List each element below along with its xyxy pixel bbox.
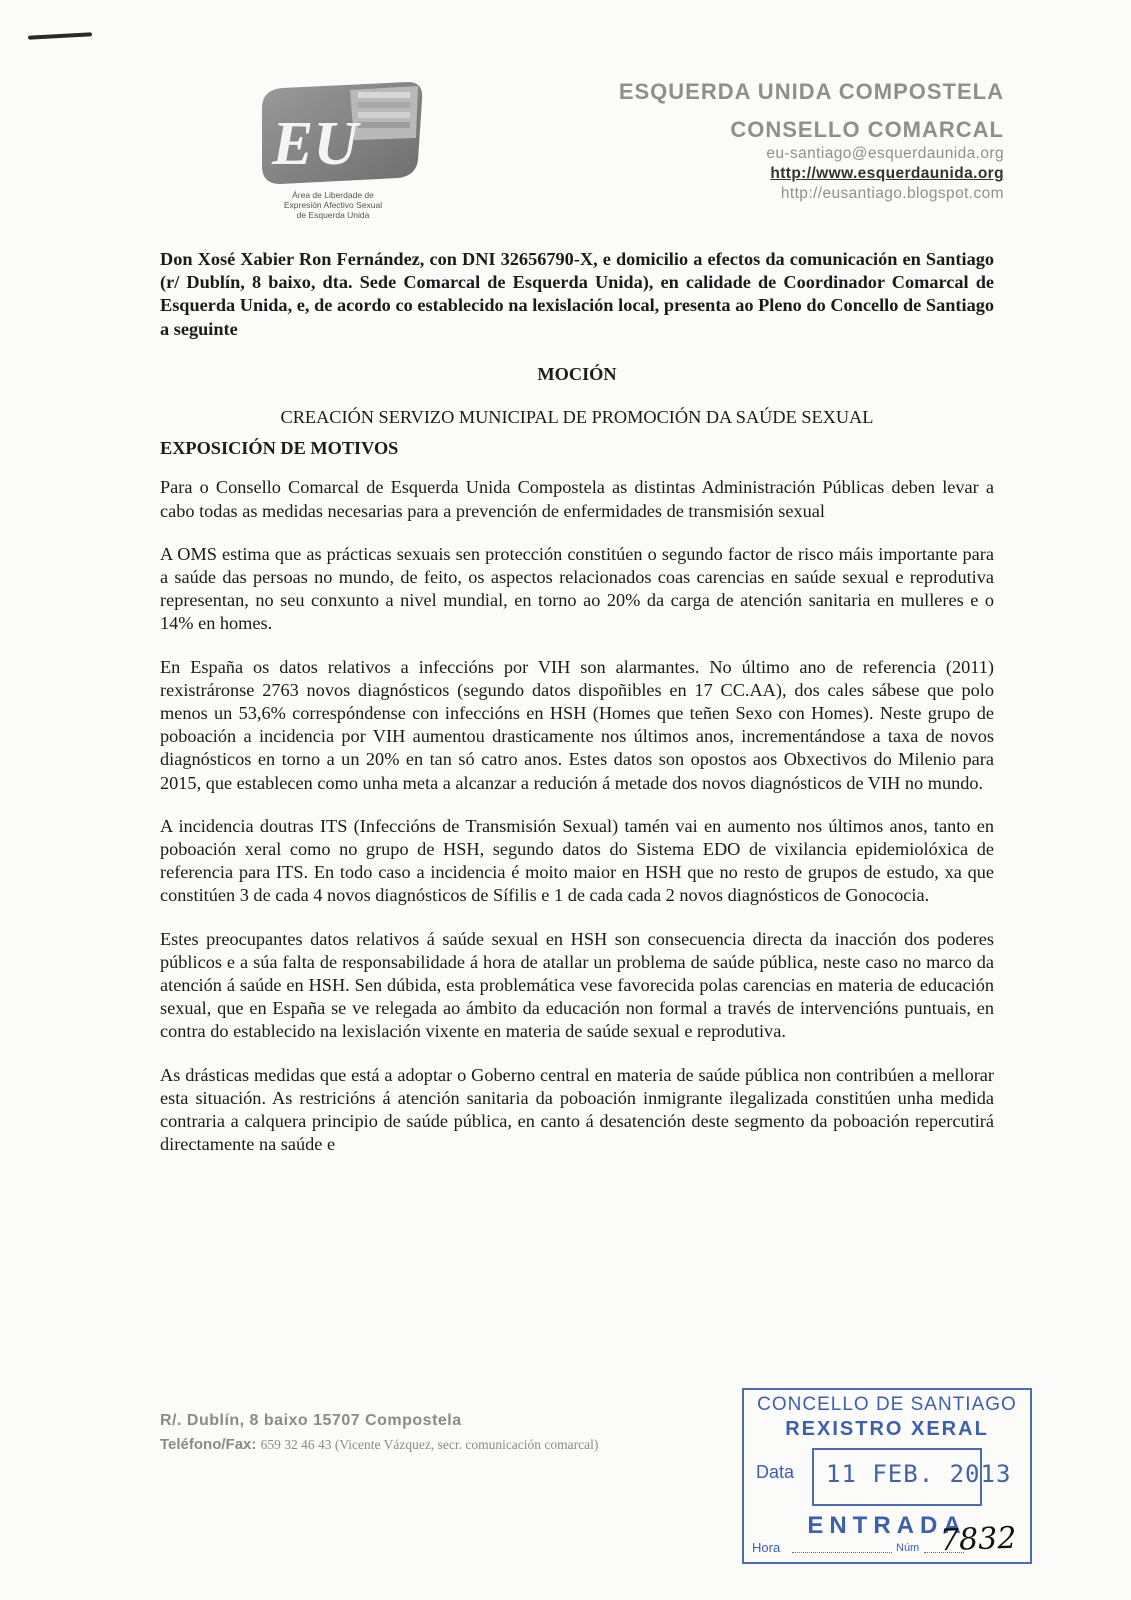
body-paragraph: A OMS estima que as prácticas sexuais sen protección constitúen o segundo factor de risco máis importante para a saúde das persoas no mundo, de feito, os aspectos relacionados coas carencias en saúde sexual e reprodutiva representan, no seu conxunto a nivel mundial, en torno ao 20% da carga de atención sanitaria en mulleres e o 14% en homes. xyxy=(160,543,994,634)
scan-mark xyxy=(28,32,92,39)
stamp-hora-line xyxy=(792,1552,892,1553)
stamp-registry-number: 7832 xyxy=(939,1520,1017,1559)
logo-caption: Área de Liberdade de Expresión Afectivo Sexual de Esquerda Unida xyxy=(283,190,383,220)
stamp-date-label: Data xyxy=(756,1462,795,1482)
stamp-council: CONCELLO DE SANTIAGO xyxy=(757,1394,1017,1415)
intro-paragraph: Don Xosé Xabier Ron Fernández, con DNI 32656790-X, e domicilio a efectos da comunicación en Santiago (r/ Dublín, 8 baixo, dta. Sede Comarcal de Esquerda Unida), en calidade de Coordinador Comarcal de Esquerda Unida, e, de acordo co establecido na lexislación local, presenta ao Pleno do Concello de Santiago a seguinte xyxy=(160,249,994,339)
body-paragraph: A incidencia doutras ITS (Infeccións de Transmisión Sexual) tamén vai en aumento nos últimos anos, tanto en poboación xeral como no grupo de HSH, segundo datos do Sistema EDO de vixilancia epidemiolóxica de referencia para ITS. En todo caso a incidencia é moito maior en HSH que no resto de grupos de estudo, xa que constitúen 3 de cada 4 novos diagnósticos de Sífilis e 1 de cada cada 2 novos diagnósticos de Gonococia. xyxy=(160,815,994,906)
phone-label: Teléfono/Fax: xyxy=(160,1436,257,1453)
stamp-registry: REXISTRO XERAL xyxy=(785,1418,989,1440)
section-heading: EXPOSICIÓN DE MOTIVOS xyxy=(160,438,399,459)
council-name: CONSELLO COMARCAL xyxy=(730,117,1004,142)
motion-subtitle: CREACIÓN SERVIZO MUNICIPAL DE PROMOCIÓN DA SAÚDE SEXUAL xyxy=(280,407,874,428)
page-footer xyxy=(160,1412,598,1453)
email-link[interactable]: eu-santiago@esquerdaunida.org xyxy=(766,145,1004,162)
eu-logo xyxy=(258,78,428,228)
eu-logo-icon xyxy=(258,78,428,193)
body-paragraph: Para o Consello Comarcal de Esquerda Unida Compostela as distintas Administración Públicas deben levar a cabo todas as medidas necesarias para a prevención de enfermidades de transmisión sexual xyxy=(160,477,994,521)
stamp-date: 11 FEB. 2013 xyxy=(826,1460,1012,1488)
footer-address: R/. Dublín, 8 baixo 15707 Compostela xyxy=(160,1412,462,1429)
stamp-hora-label: Hora xyxy=(752,1540,781,1555)
registry-stamp xyxy=(742,1388,1032,1564)
phone-number: 659 32 46 43 (Vicente Vázquez, secr. comunicación comarcal) xyxy=(260,1437,599,1452)
org-name: ESQUERDA UNIDA COMPOSTELA xyxy=(618,79,1004,104)
stamp-num-label: Núm xyxy=(896,1542,920,1554)
letterhead xyxy=(619,78,1004,204)
logo-letters: EU xyxy=(272,110,359,178)
body-paragraph: En España os datos relativos a infeccións por VIH son alarmantes. No último ano de referencia (2011) rexistráronse 2763 novos diagnósticos (segundo datos dispoñibles en 17 CC.AA), dos cales sábese que polo menos un 53,6% correspóndense con infeccións en HSH (Homes que teñen Sexo con Homes). Neste grupo de poboación a incidencia por VIH aumentou drasticamente nos últimos anos, incrementándose a taxa de novos diagnósticos en torno a un 20% en tan só catro anos. Estes datos son opostos aos Obxectivos do Milenio para 2015, que establecen como unha meta a alcanzar a redución á metade dos novos diagnósticos de VIH no mundo. xyxy=(160,656,994,793)
stamp-entry: ENTRADA xyxy=(807,1512,967,1539)
blog-link[interactable]: http://eusantiago.blogspot.com xyxy=(780,185,1004,202)
document-body xyxy=(160,248,994,1157)
body-paragraph: Estes preocupantes datos relativos á saúde sexual en HSH son consecuencia directa da inacción dos poderes públicos e a súa falta de responsabilidade á hora de atallar un problema de saúde pública, neste caso no marco da atención á saúde en HSH. Sen dúbida, esta problemática vese favorecida polas carencias en materia de educación sexual, que en España se ve relegada ao ámbito da educación non formal a través de intervencións puntuais, en contra do establecido na lexislación vixente en materia de saúde sexual e reprodutiva. xyxy=(160,928,994,1042)
website-link[interactable]: http://www.esquerdaunida.org xyxy=(770,165,1004,182)
motion-heading: MOCIÓN xyxy=(537,363,617,384)
body-paragraph: As drásticas medidas que está a adoptar o Goberno central en materia de saúde pública non contribúen a mellorar esta situación. As restricións á atención sanitaria da poboación inmigrante ilegalizada constitúen unha medida contraria a calquera principio de saúde pública, en canto á desatención deste segmento da poboación repercutirá directamente na saúde e xyxy=(160,1064,994,1155)
footer-phone xyxy=(160,1436,598,1453)
